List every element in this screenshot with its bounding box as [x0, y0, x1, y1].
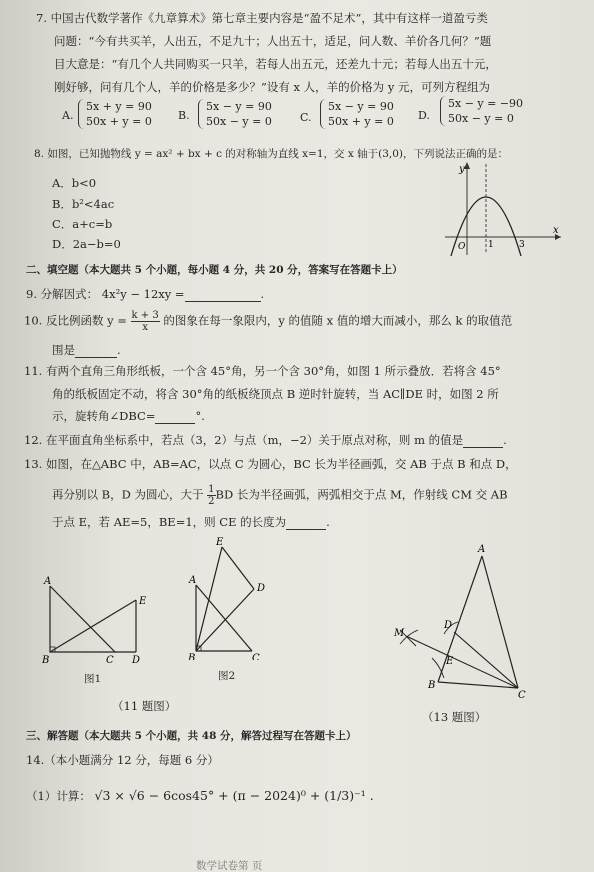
fig2-segment-be [196, 547, 222, 651]
q7-line3: 目大意是：“有几个人共同购买一只羊，若每人出五元，还差九十元；若每人出五十元， [54, 57, 497, 71]
fig2-segment-bd [196, 589, 254, 651]
q7-option-c-eq1: 5x − y = 90 [328, 100, 394, 113]
q10-answer-blank[interactable] [75, 345, 117, 358]
fig1-label-e: E [139, 596, 147, 607]
q13-fraction [207, 484, 215, 507]
fig2-label-e: E [216, 537, 224, 548]
q9-answer-blank[interactable] [185, 289, 261, 302]
q7-option-a-eq1: 5x + y = 90 [86, 100, 152, 113]
fig2-label-a: A [189, 575, 197, 586]
q13-line3-text: 于点 E，若 AE=5，BE=1，则 CE 的长度为 [52, 515, 287, 529]
page-footer: 数学试卷第 页 [196, 860, 263, 872]
fig2-label-c: C [252, 653, 260, 660]
graph-tick-3: 3 [519, 240, 525, 250]
q7-line2: 问题：“今有共买羊，人出五，不足九十；人出五十，适足，问人数、羊价各几何？”题 [54, 34, 492, 48]
fig13-segment-ac [482, 556, 518, 688]
fig13-label-d: D [444, 620, 453, 631]
figure-1 [38, 570, 158, 675]
q10-fraction [131, 310, 160, 333]
q7-option-d-eq2: 50x − y = 0 [448, 112, 514, 125]
q10-line1 [24, 310, 512, 333]
fig1-caption: 图1 [84, 673, 102, 685]
q13-line2 [52, 484, 508, 507]
q7-option-b [198, 99, 272, 129]
q13-end: . [326, 515, 330, 529]
graph-tick-1: 1 [488, 240, 494, 250]
section2-heading: 二、填空题（本大题共 5 个小题，每小题 4 分，共 20 分，答案写在答题卡上） [26, 264, 403, 276]
q7-option-b-eq2: 50x − y = 0 [206, 115, 272, 128]
fig13-label-c: C [518, 690, 526, 701]
q10-post: 的图象在每一象限内，y 的值随 x 值的增大而减小，那么 k 的取值范 [163, 313, 513, 328]
q7-option-d-label: D. [418, 109, 430, 122]
q7-option-a-label: A. [62, 109, 74, 122]
q7-option-b-label: B. [178, 109, 190, 122]
q14-part1-expression: √3 × √6 − 6cos45° + (π − 2024)⁰ + (1/3)⁻¹ . [94, 788, 374, 803]
q7-option-a-eq2: 50x + y = 0 [86, 115, 152, 128]
q7-line4: 刚好够，问有几个人，羊的价格是多少？”设有 x 人，羊的价格为 y 元，可列方程组为 [54, 80, 490, 94]
q9-stem: 9. 分解因式： 4x²y − 12xy = [26, 287, 185, 301]
y-axis-arrow [464, 162, 470, 169]
q10-line2-text: 围是 [52, 343, 75, 357]
fig13-label-a: A [478, 544, 486, 555]
graph-x-label: x [553, 225, 559, 236]
q11-line3 [52, 408, 205, 424]
q12-end: . [503, 433, 507, 447]
q8-parabola-graph [445, 160, 565, 256]
figure-2 [180, 535, 280, 660]
fig1-label-a: A [44, 576, 52, 587]
fig13-ray-cm [406, 636, 518, 688]
fig1-segment-be [50, 600, 136, 652]
q8-stem: 8. 如图，已知抛物线 y = ax² + bx + c 的对称轴为直线 x=1，交 x 轴于(3,0)，下列说法正确的是： [34, 148, 509, 160]
q11-line2: 角的纸板固定不动，将含 30°角的纸板绕顶点 B 逆时针旋转，当 AC∥DE 时，如图 2 所 [52, 387, 499, 401]
q14-head: 14.（本小题满分 12 分，每题 6 分） [26, 753, 219, 767]
q9-text [26, 286, 264, 302]
q10-fraction-num: k + 3 [131, 310, 159, 321]
q10-end: . [117, 343, 121, 357]
figure-13 [392, 540, 542, 705]
fig13-segment-cd [454, 632, 518, 688]
q11-end: °. [195, 409, 205, 423]
fig2-label-d: D [257, 583, 266, 594]
fig11-caption: （11 题图） [112, 699, 177, 713]
q7-option-d-eq1: 5x − y = −90 [448, 97, 524, 110]
q7-option-b-eq1: 5x − y = 90 [206, 100, 272, 113]
section3-heading: 三、解答题（本大题共 5 个小题，共 48 分，解答过程写在答题卡上） [26, 730, 357, 742]
q13-line1: 13. 如图，在△ABC 中，AB=AC，以点 C 为圆心，BC 长为半径画弧，交 AB 于点 B 和点 D， [24, 457, 517, 471]
fig2-caption: 图2 [218, 670, 236, 682]
q7-option-c-eq2: 50x + y = 0 [328, 115, 394, 128]
q10-line2 [52, 342, 121, 358]
q13-answer-blank[interactable] [286, 517, 326, 530]
q12-text [24, 432, 507, 448]
q13-line2-pre: 再分别以 B，D 为圆心，大于 [52, 487, 204, 502]
q13-fraction-num: 1 [208, 484, 215, 495]
q11-answer-blank[interactable] [155, 411, 195, 424]
q14-part1 [26, 788, 374, 804]
fig13-label-m: M [394, 628, 405, 639]
q8-option-b: B．b²<4ac [52, 197, 115, 211]
fig13-arc-bd [432, 658, 444, 678]
q14-part1-label: （1）计算： [26, 789, 91, 803]
q7-option-c-label: C. [300, 111, 312, 124]
q8-option-c: C．a+c=b [52, 217, 113, 231]
q7-option-d [440, 96, 523, 126]
q12-answer-blank[interactable] [463, 435, 503, 448]
graph-y-label: y [459, 164, 465, 175]
q13-fraction-den: 2 [208, 496, 215, 507]
graph-origin-label: O [458, 242, 466, 252]
q7-line1: 7. 中国古代数学著作《九章算术》第七章主要内容是“盈不足术”，其中有这样一道盈亏类 [36, 11, 488, 25]
q8-option-d: D．2a−b=0 [52, 237, 121, 251]
fig2-label-b: B [188, 653, 196, 660]
q13-line3 [52, 514, 330, 530]
q13-line2-post: BD 长为半径画弧，两弧相交于点 M，作射线 CM 交 AB [215, 487, 508, 502]
fig13-caption: （13 题图） [422, 710, 487, 724]
fig13-label-e: E [446, 656, 454, 667]
fig1-label-c: C [106, 655, 114, 666]
fig13-label-b: B [428, 680, 436, 691]
q10-fraction-den: x [142, 322, 148, 333]
q7-option-a [78, 99, 152, 129]
q9-end: . [260, 287, 265, 301]
fig1-label-b: B [42, 655, 50, 666]
q12-stem: 12. 在平面直角坐标系中，若点（3，2）与点（m，−2）关于原点对称，则 m 的值是 [24, 433, 464, 447]
q7-option-c [320, 99, 394, 129]
fig13-segment-ab [438, 556, 482, 682]
q11-line3-text: 示，旋转角∠DBC= [52, 409, 156, 423]
fig2-segment-ed [222, 547, 254, 589]
fig1-label-d: D [132, 655, 141, 666]
q11-line1: 11. 有两个直角三角形纸板，一个含 45°角，另一个含 30°角，如图 1 所示叠放．若将含 45° [24, 364, 501, 378]
q10-prefix: 10. 反比例函数 y = [24, 313, 127, 328]
q8-option-a: A．b<0 [52, 176, 97, 190]
